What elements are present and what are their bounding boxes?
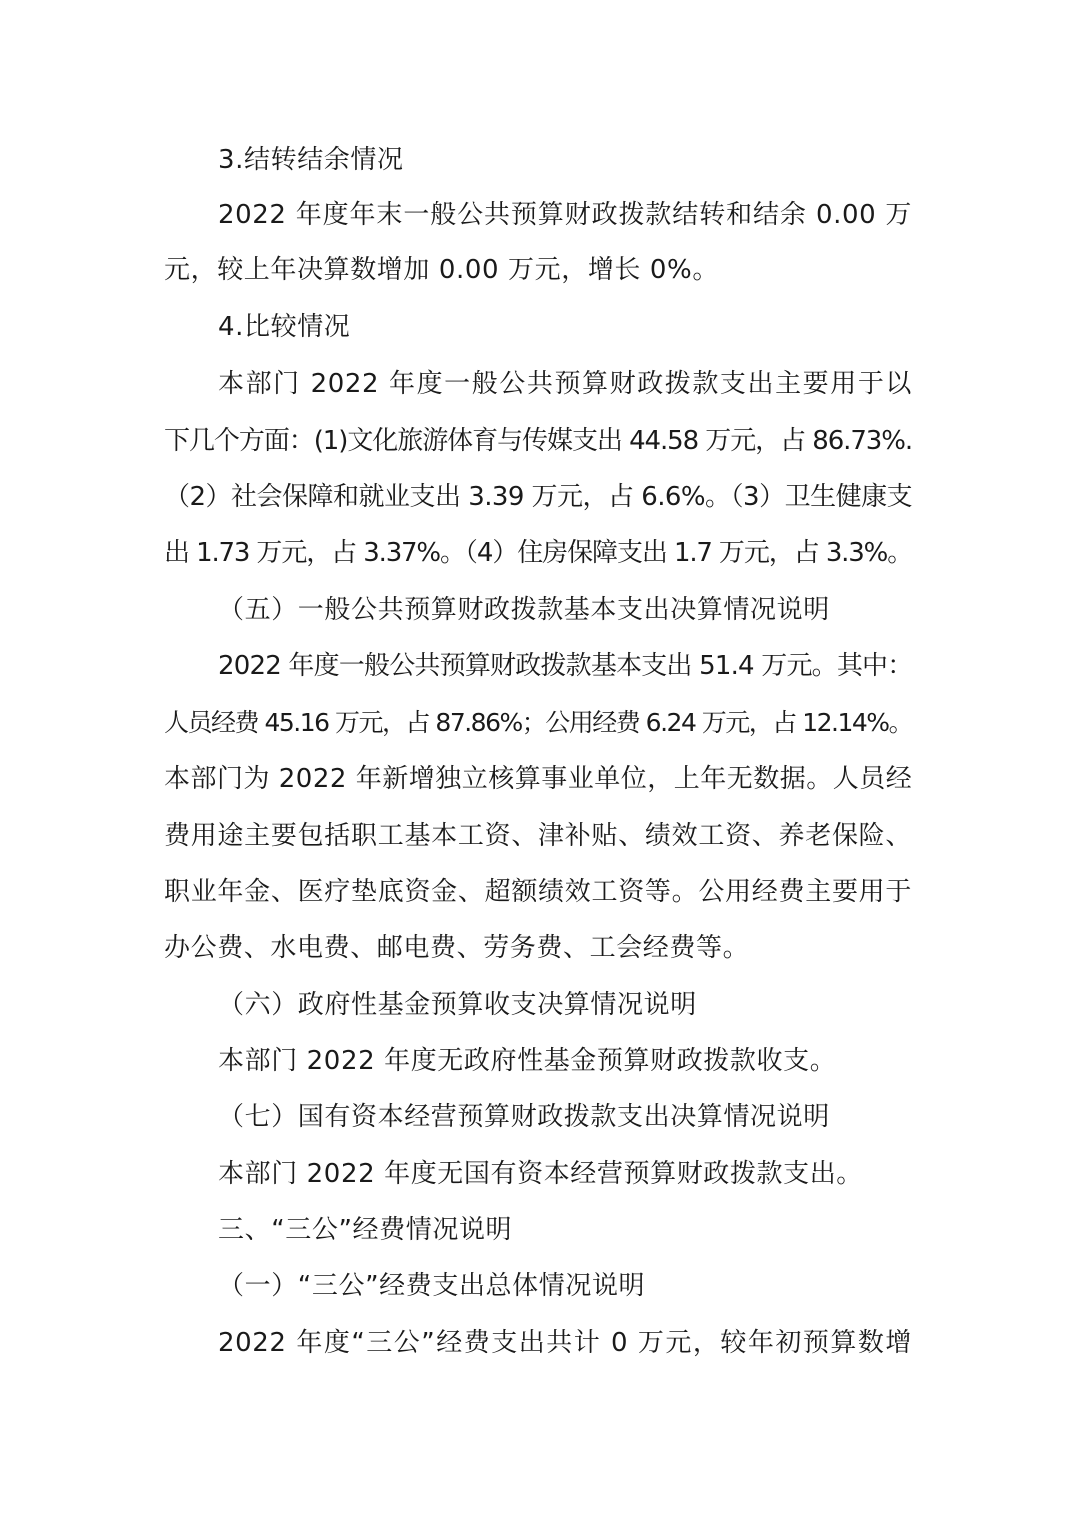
paragraph-line: 本部门为 2022 年新增独立核算事业单位，上年无数据。人员经 bbox=[164, 764, 913, 794]
paragraph-line: 费用途主要包括职工基本工资、津补贴、绩效工资、养老保险、 bbox=[164, 821, 912, 851]
paragraph-line: （2）社会保障和就业支出 3.39 万元，占 6.6%。（3）卫生健康支 bbox=[164, 482, 912, 512]
paragraph-line: 出 1.73 万元，占 3.37%。（4）住房保障支出 1.7 万元，占 3.3%。 bbox=[164, 538, 912, 568]
paragraph-line: 下几个方面：(1)文化旅游体育与传媒支出 44.58 万元，占 86.73%. bbox=[164, 426, 912, 456]
paragraph-line: 本部门 2022 年度无国有资本经营预算财政拨款支出。 bbox=[218, 1159, 863, 1189]
section-heading: （五）一般公共预算财政拨款基本支出决算情况说明 bbox=[218, 595, 830, 625]
paragraph-line: 职业年金、医疗垫底资金、超额绩效工资等。公用经费主要用于 bbox=[164, 877, 912, 907]
paragraph-line: 元，较上年决算数增加 0.00 万元，增长 0%。 bbox=[164, 255, 719, 285]
heading-comparison: 4.比较情况 bbox=[218, 312, 351, 342]
chapter-heading: 三、“三公”经费情况说明 bbox=[218, 1215, 513, 1245]
paragraph-line: 本部门 2022 年度一般公共预算财政拨款支出主要用于以 bbox=[218, 369, 912, 399]
section-heading: （六）政府性基金预算收支决算情况说明 bbox=[218, 990, 697, 1020]
paragraph-line: 2022 年度“三公”经费支出共计 0 万元，较年初预算数增 bbox=[218, 1328, 912, 1358]
paragraph-line: 2022 年度一般公共预算财政拨款基本支出 51.4 万元。其中： bbox=[218, 651, 913, 681]
paragraph-line: 办公费、水电费、邮电费、劳务费、工会经费等。 bbox=[164, 933, 750, 963]
paragraph-line: 本部门 2022 年度无政府性基金预算财政拨款收支。 bbox=[218, 1046, 837, 1076]
section-heading: （七）国有资本经营预算财政拨款支出决算情况说明 bbox=[218, 1102, 830, 1132]
paragraph-line: 2022 年度年末一般公共预算财政拨款结转和结余 0.00 万 bbox=[218, 200, 912, 230]
paragraph-line: 人员经费 45.16 万元，占 87.86%；公用经费 6.24 万元，占 12.14%。 bbox=[164, 708, 913, 737]
heading-carryover: 3.结转结余情况 bbox=[218, 145, 404, 175]
section-heading: （一）“三公”经费支出总体情况说明 bbox=[218, 1271, 646, 1301]
